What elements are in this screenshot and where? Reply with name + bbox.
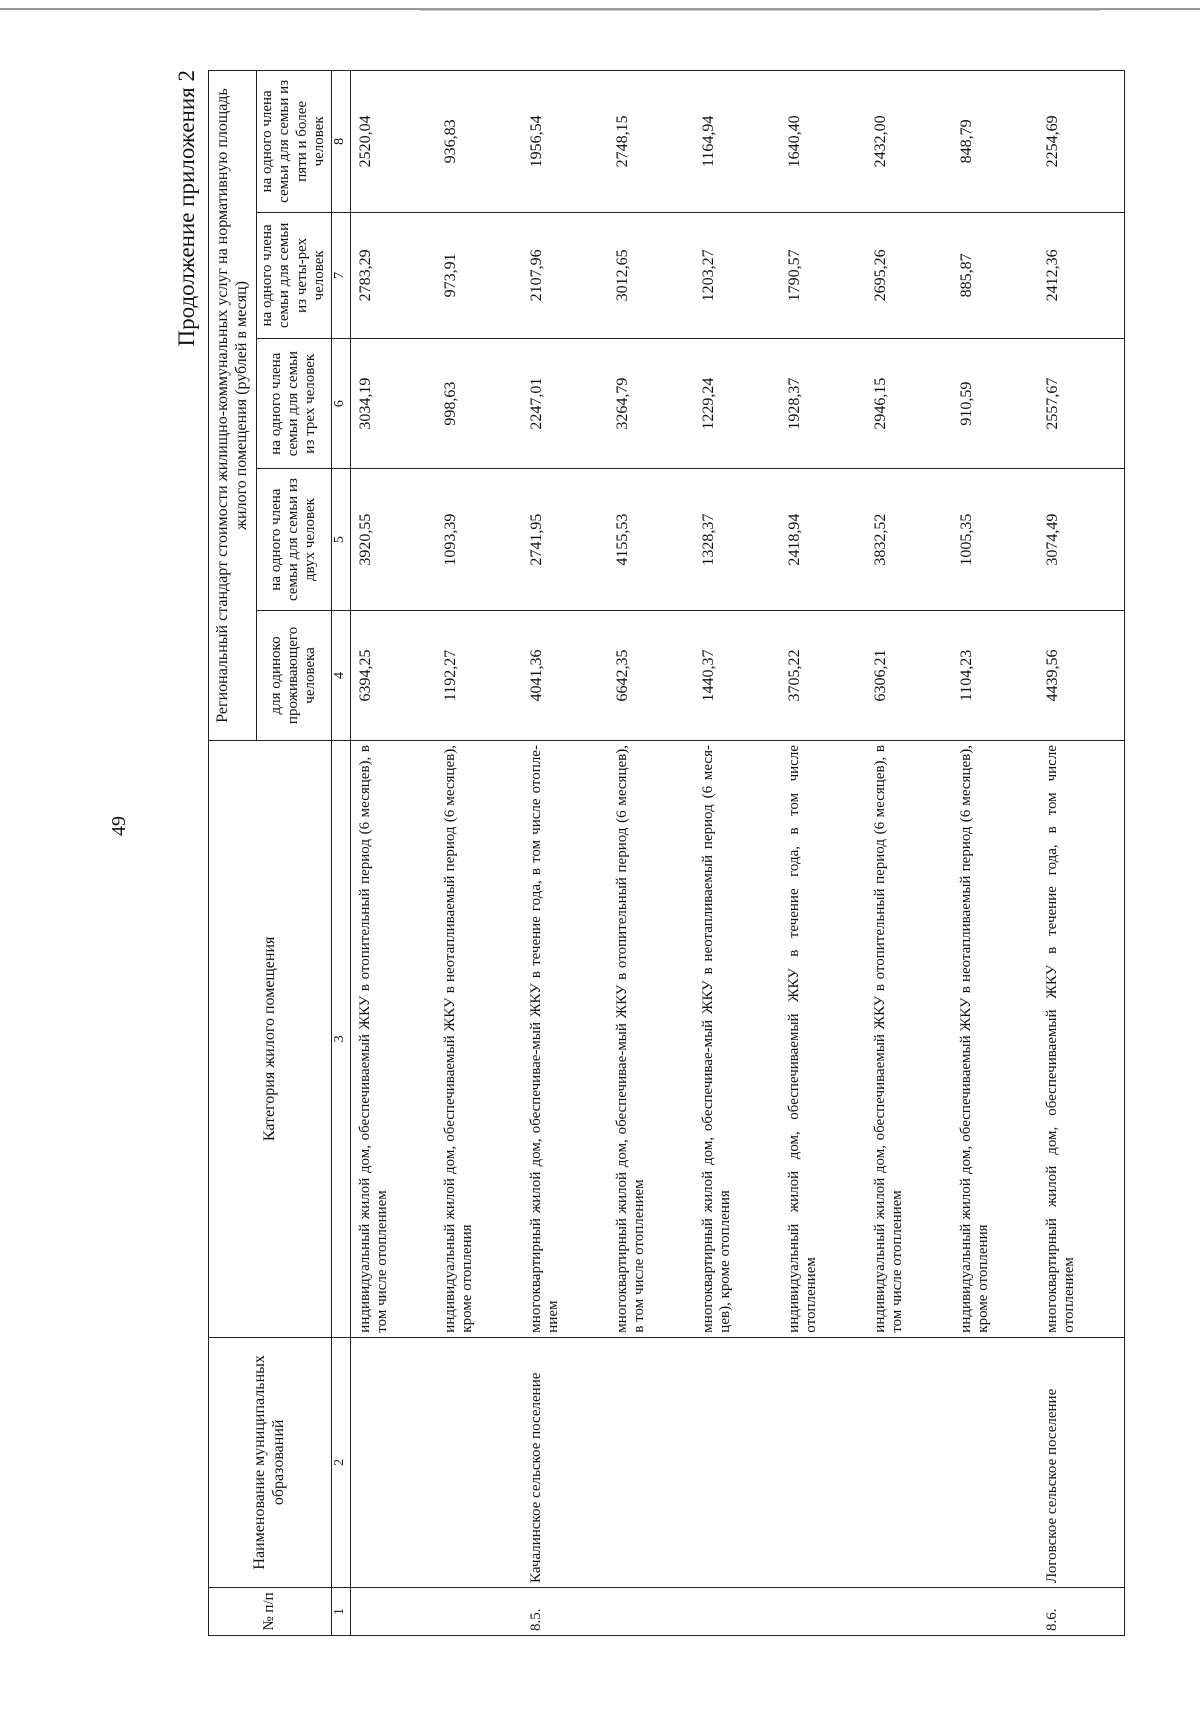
row-category: индивидуальный жилой дом, обеспечиваемый ЖКУ в неотапливаемый период (6 месяцев), кроме отопления xyxy=(952,741,1038,1338)
value-single: 1104,23 xyxy=(952,610,1038,740)
value-four: 1790,57 xyxy=(780,212,866,338)
row-category: многоквартирный жилой дом, обеспечивае-мый ЖКУ в отопительный период (6 месяцев), в том числе отоплением xyxy=(608,741,694,1338)
header-family-of-three: на одного члена семьи для семьи из трех человек xyxy=(257,339,332,469)
column-number: 8 xyxy=(331,71,350,213)
value-five-plus: 1164,94 xyxy=(694,71,780,213)
header-family-of-five-plus: на одного члена семьи для семьи из пяти и более человек xyxy=(257,71,332,213)
value-two: 1328,37 xyxy=(694,469,780,611)
continuation-label: Продолжение приложения 2 xyxy=(174,70,199,347)
table-row xyxy=(866,71,952,1636)
value-five-plus: 1640,40 xyxy=(780,71,866,213)
row-category: многоквартирный жилой дом, обеспечиваемый ЖКУ в течение года, в том числе отоплением xyxy=(1038,741,1124,1338)
value-three: 2946,15 xyxy=(866,339,952,469)
value-five-plus: 848,79 xyxy=(952,71,1038,213)
page-number: 49 xyxy=(108,816,130,836)
value-two: 3074,49 xyxy=(1038,469,1124,611)
value-four: 973,91 xyxy=(436,212,522,338)
row-index xyxy=(866,1587,952,1635)
value-single: 3705,22 xyxy=(780,610,866,740)
value-five-plus: 2748,15 xyxy=(608,71,694,213)
row-index: 8.6. xyxy=(1038,1587,1124,1635)
value-five-plus: 2432,00 xyxy=(866,71,952,213)
table-row xyxy=(952,71,1038,1636)
header-category: Категория жилого помещения xyxy=(209,741,332,1338)
value-single: 6306,21 xyxy=(866,610,952,740)
row-index xyxy=(436,1587,522,1635)
table-row xyxy=(436,71,522,1636)
value-two: 3920,55 xyxy=(350,469,436,611)
row-municipality xyxy=(350,1337,436,1587)
column-number: 5 xyxy=(331,469,350,611)
value-two: 4155,53 xyxy=(608,469,694,611)
row-category: многоквартирный жилой дом, обеспечивае-мый ЖКУ в неотапливаемый период (6 меся-цев), кроме отопления xyxy=(694,741,780,1338)
value-single: 6642,35 xyxy=(608,610,694,740)
column-number: 3 xyxy=(331,741,350,1338)
column-number: 7 xyxy=(331,212,350,338)
table-row xyxy=(350,71,436,1636)
header-municipality: Наименование муниципальных образований xyxy=(209,1337,332,1587)
value-four: 2412,36 xyxy=(1038,212,1124,338)
value-three: 998,63 xyxy=(436,339,522,469)
value-two: 2418,94 xyxy=(780,469,866,611)
header-single-person: для одиноко проживающего человека xyxy=(257,610,332,740)
row-municipality: Логовское сельское поселение xyxy=(1038,1337,1124,1587)
value-four: 2695,26 xyxy=(866,212,952,338)
table-row xyxy=(780,71,866,1636)
value-three: 910,59 xyxy=(952,339,1038,469)
value-single: 1440,37 xyxy=(694,610,780,740)
value-four: 2783,29 xyxy=(350,212,436,338)
header-family-of-four: на одного члена семьи для семьи из четы-рех человек xyxy=(257,212,332,338)
row-category: индивидуальный жилой дом, обеспечиваемый ЖКУ в неотапливаемый период (6 месяцев), кроме отопления xyxy=(436,741,522,1338)
row-municipality xyxy=(436,1337,522,1587)
row-category: индивидуальный жилой дом, обеспечиваемый ЖКУ в отопительный период (6 месяцев), в том числе отоплением xyxy=(866,741,952,1338)
row-index xyxy=(694,1587,780,1635)
column-number: 1 xyxy=(331,1587,350,1635)
value-four: 2107,96 xyxy=(522,212,608,338)
rotated-page-content xyxy=(170,70,1078,1636)
row-municipality xyxy=(608,1337,694,1587)
value-three: 3264,79 xyxy=(608,339,694,469)
row-category: индивидуальный жилой дом, обеспечиваемый ЖКУ в отопительный период (6 месяцев), в том числе отоплением xyxy=(350,741,436,1338)
value-four: 885,87 xyxy=(952,212,1038,338)
value-two: 2741,95 xyxy=(522,469,608,611)
table-row xyxy=(608,71,694,1636)
column-number: 2 xyxy=(331,1337,350,1587)
value-three: 1928,37 xyxy=(780,339,866,469)
value-five-plus: 936,83 xyxy=(436,71,522,213)
value-single: 4041,36 xyxy=(522,610,608,740)
value-two: 1093,39 xyxy=(436,469,522,611)
value-three: 2557,67 xyxy=(1038,339,1124,469)
value-two: 1005,35 xyxy=(952,469,1038,611)
row-index: 8.5. xyxy=(522,1587,608,1635)
value-single: 6394,25 xyxy=(350,610,436,740)
value-three: 1229,24 xyxy=(694,339,780,469)
scan-edge-line xyxy=(420,10,1100,11)
row-municipality xyxy=(694,1337,780,1587)
header-index: № п/п xyxy=(209,1587,332,1635)
column-number: 6 xyxy=(331,339,350,469)
table-row xyxy=(694,71,780,1636)
value-two: 3832,52 xyxy=(866,469,952,611)
row-municipality xyxy=(866,1337,952,1587)
value-three: 2247,01 xyxy=(522,339,608,469)
value-single: 1192,27 xyxy=(436,610,522,740)
header-family-of-two: на одного члена семьи для семьи из двух человек xyxy=(257,469,332,611)
row-index xyxy=(608,1587,694,1635)
value-five-plus: 2520,04 xyxy=(350,71,436,213)
column-number: 4 xyxy=(331,610,350,740)
row-municipality xyxy=(952,1337,1038,1587)
row-index xyxy=(350,1587,436,1635)
header-group-standard: Региональный стандарт стоимости жилищно-коммунальных услуг на нормативную площадь жилого помещения (рублей в месяц) xyxy=(209,71,257,741)
table-row xyxy=(522,71,608,1636)
standard-cost-table xyxy=(208,70,1125,1636)
row-category: многоквартирный жилой дом, обеспечивае-мый ЖКУ в течение года, в том числе отопле-нием xyxy=(522,741,608,1338)
value-four: 3012,65 xyxy=(608,212,694,338)
value-three: 3034,19 xyxy=(350,339,436,469)
value-five-plus: 2254,69 xyxy=(1038,71,1124,213)
row-category: индивидуальный жилой дом, обеспечиваемый ЖКУ в течение года, в том числе отоплением xyxy=(780,741,866,1338)
value-five-plus: 1956,54 xyxy=(522,71,608,213)
table-row xyxy=(1038,71,1124,1636)
value-four: 1203,27 xyxy=(694,212,780,338)
value-single: 4439,56 xyxy=(1038,610,1124,740)
row-index xyxy=(780,1587,866,1635)
row-municipality: Качалинское сельское поселение xyxy=(522,1337,608,1587)
row-index xyxy=(952,1587,1038,1635)
row-municipality xyxy=(780,1337,866,1587)
